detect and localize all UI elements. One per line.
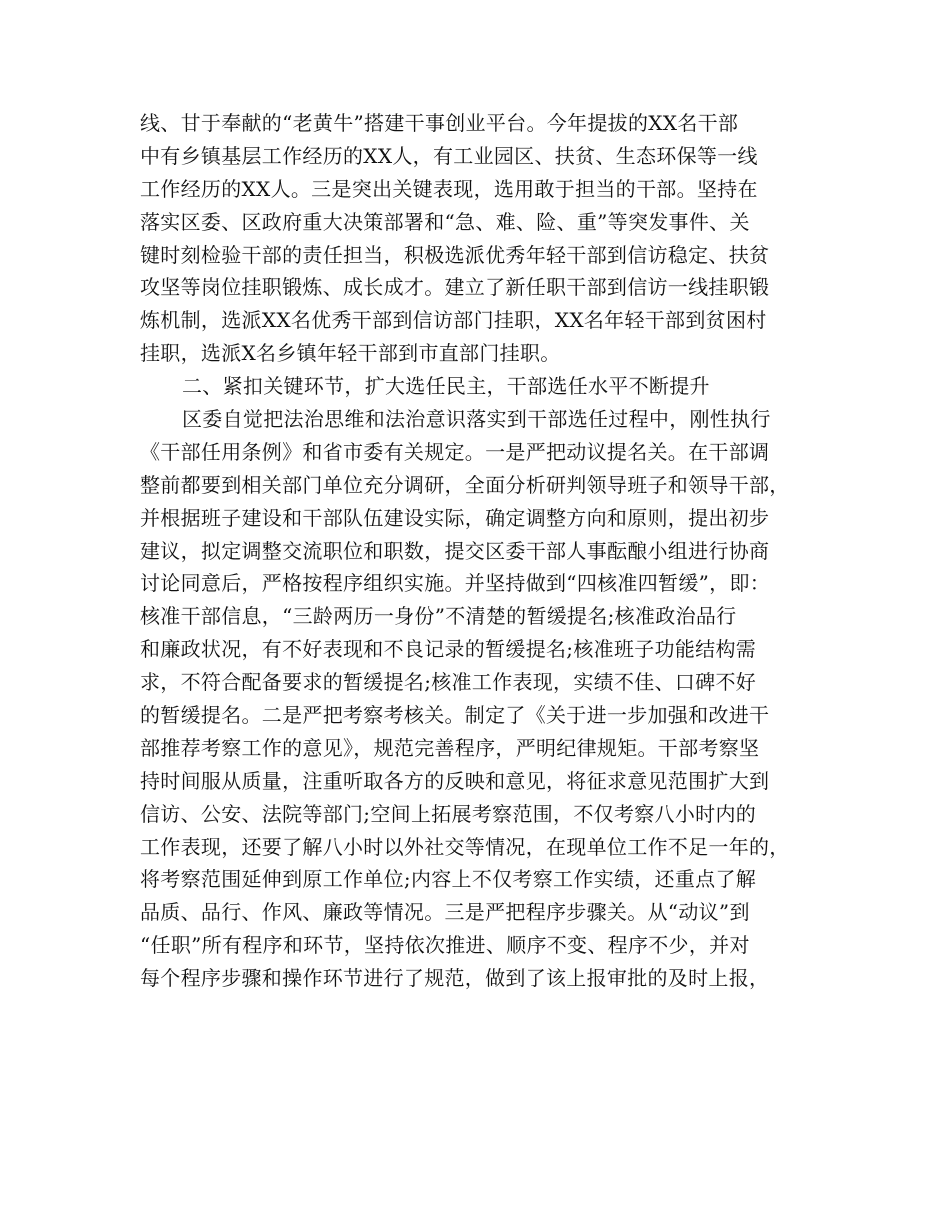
paragraph-first-line: 区委自觉把法治思维和法治意识落实到干部选任过程中，刚性执行 [182, 407, 771, 432]
text-line: 键时刻检验干部的责任担当，积极选派优秀年轻干部到信访稳定、扶贫 [140, 242, 770, 267]
text-line: 求，不符合配备要求的暂缓提名;核准工作表现，实绩不佳、口碑不好 [140, 670, 757, 695]
text-line: 信访、公安、法院等部门;空间上拓展考察范围，不仅考察八小时内的 [140, 801, 757, 826]
text-line: 每个程序步骤和操作环节进行了规范，做到了该上报审批的及时上报， [140, 966, 770, 991]
text-line: “任职”所有程序和环节，坚持依次推进、顺序不变、程序不少，并对 [140, 933, 750, 958]
text-line: 并根据班子建设和干部队伍建设实际，确定调整方向和原则，提出初步 [140, 505, 770, 530]
text-line: 挂职，选派X名乡镇年轻干部到市直部门挂职。 [140, 341, 561, 366]
text-line: 工作表现，还要了解八小时以外社交等情况，在现单位工作不足一年的， [140, 834, 790, 859]
text-line: 建议，拟定调整交流职位和职数，提交区委干部人事酝酿小组进行协商 [140, 538, 770, 563]
text-line: 整前都要到相关部门单位充分调研，全面分析研判领导班子和领导干部， [140, 472, 790, 497]
text-line: 品质、品行、作风、廉政等情况。三是严把程序步骤关。从“动议”到 [140, 900, 750, 925]
text-line: 部推荐考察工作的意见》，规范完善程序，严明纪律规矩。干部考察坚 [140, 735, 760, 760]
text-line: 落实区委、区政府重大决策部署和“急、难、险、重”等突发事件、关 [140, 209, 750, 234]
text-line: 攻坚等岗位挂职锻炼、成长成才。建立了新任职干部到信访一线挂职锻 [140, 275, 770, 300]
text-line: 持时间服从质量，注重听取各方的反映和意见，将征求意见范围扩大到 [140, 768, 770, 793]
text-line: 将考察范围延伸到原工作单位;内容上不仅考察工作实绩，还重点了解 [140, 867, 757, 892]
text-line: 核准干部信息，“三龄两历一身份”不清楚的暂缓提名;核准政治品行 [140, 604, 737, 629]
text-line: 中有乡镇基层工作经历的XX人，有工业园区、扶贫、生态环保等一线 [140, 143, 758, 168]
text-line: 的暂缓提名。二是严把考察考核关。制定了《关于进一步加强和改进干 [140, 703, 770, 728]
section-heading: 二、紧扣关键环节，扩大选任民主，干部选任水平不断提升 [182, 374, 710, 399]
text-line: 《干部任用条例》和省市委有关规定。一是严把动议提名关。在干部调 [140, 439, 770, 464]
text-line: 讨论同意后，严格按程序组织实施。并坚持做到“四核准四暂缓”，即： [140, 571, 771, 596]
text-line: 炼机制，选派XX名优秀干部到信访部门挂职，XX名年轻干部到贫困村 [140, 308, 767, 333]
text-line: 工作经历的XX人。三是突出关键表现，选用敢于担当的干部。坚持在 [140, 176, 758, 201]
text-line: 线、甘于奉献的“老黄牛”搭建干事创业平台。今年提拔的XX名干部 [140, 111, 739, 135]
document-body [140, 107, 830, 995]
text-line: 和廉政状况，有不好表现和不良记录的暂缓提名;核准班子功能结构需 [140, 637, 757, 662]
